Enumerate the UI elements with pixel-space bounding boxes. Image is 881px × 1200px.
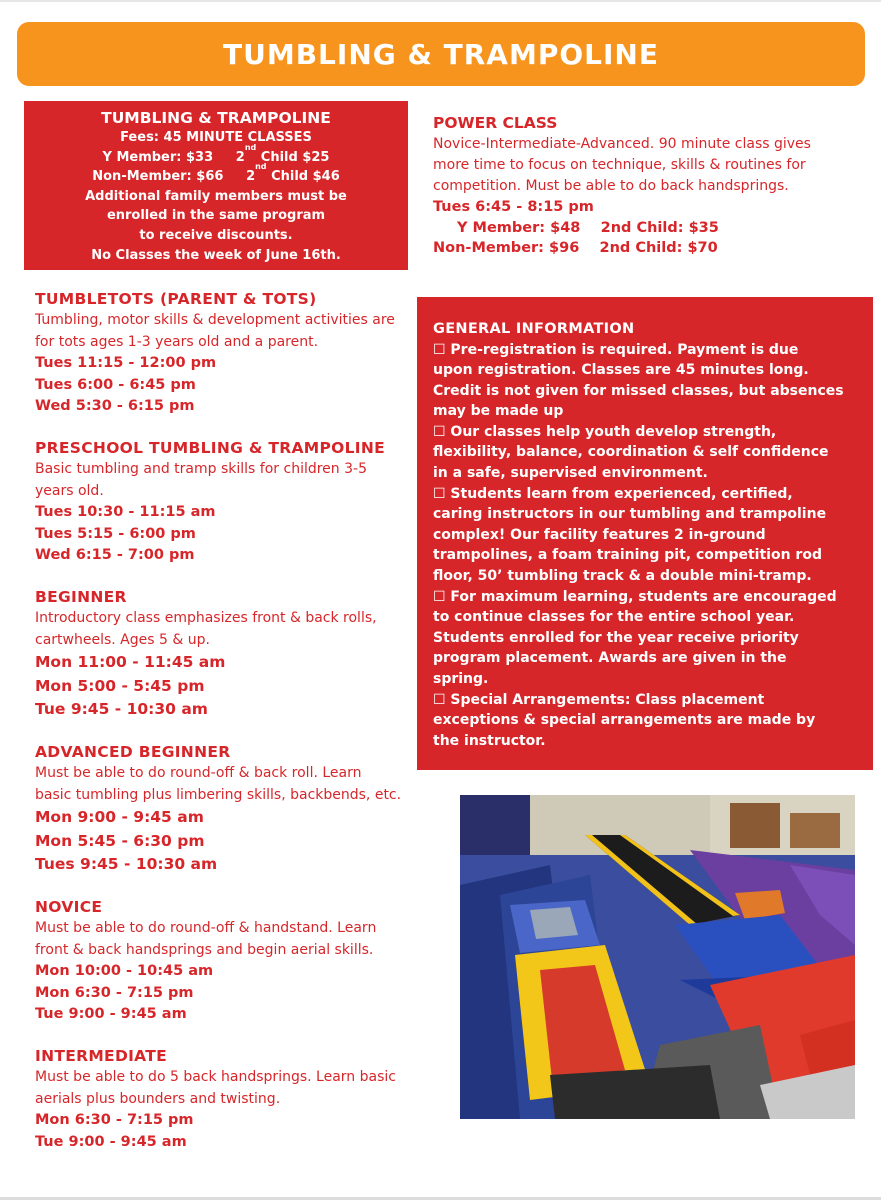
class-time: Tues 5:15 - 6:00 pm: [35, 525, 196, 542]
power-class-time: Tues 6:45 - 8:15 pm: [433, 199, 594, 215]
general-info-line: to continue classes for the entire school year.: [433, 609, 795, 626]
general-info-line: Students enrolled for the year receive priority: [433, 629, 799, 646]
class-desc: Must be able to do round-off & handstand. Learn: [35, 920, 377, 936]
class-time: Mon 10:00 - 10:45 am: [35, 963, 214, 979]
fees-non-member-row: [24, 162, 408, 187]
general-info-line: ☐ Pre-registration is required. Payment is due: [433, 341, 799, 358]
general-info-line: ☐ Special Arrangements: Class placement: [433, 691, 765, 708]
power-class-desc-2: more time to focus on technique, skills & routines for: [433, 157, 806, 173]
class-time: Mon 11:00 - 11:45 am: [35, 653, 226, 671]
class-title: ADVANCED BEGINNER: [35, 743, 231, 761]
class-times: [35, 961, 415, 1026]
fees-box: [24, 101, 408, 270]
class-desc: Introductory class emphasizes front & back rolls,: [35, 610, 377, 626]
top-border: [0, 0, 881, 2]
class-times: [35, 502, 415, 567]
class-desc: aerials plus bounders and twisting.: [35, 1090, 281, 1107]
fees-y-member-row: [24, 142, 408, 168]
power-y-child-price: 2nd Child: $35: [600, 219, 719, 236]
general-info-title: GENERAL INFORMATION: [433, 321, 635, 337]
class-desc: Must be able to do 5 back handsprings. Learn basic: [35, 1069, 396, 1085]
non-member-price: $66: [196, 169, 224, 185]
power-class-section: [433, 112, 863, 259]
general-info-box: [417, 297, 873, 770]
class-time: Mon 6:30 - 7:15 pm: [35, 1112, 194, 1128]
class-time: Tues 11:15 - 12:00 pm: [35, 355, 217, 371]
class-desc: for tots ages 1-3 years old and a parent.: [35, 333, 319, 350]
class-section-advanced-beginner: [35, 742, 415, 877]
class-title: INTERMEDIATE: [35, 1047, 168, 1065]
general-info-line: ☐ Our classes help youth develop strength,: [433, 423, 777, 440]
page-title: TUMBLING & TRAMPOLINE: [223, 37, 659, 71]
y-member-price: $33: [186, 149, 214, 165]
class-title: NOVICE: [35, 898, 103, 916]
class-title: TUMBLETOTS (PARENT & TOTS): [35, 290, 317, 308]
general-info-line: floor, 50’ tumbling track & a double mini-tramp.: [433, 568, 812, 585]
class-section-novice: [35, 897, 415, 1026]
class-times: [35, 806, 415, 877]
power-non-child-price: 2nd Child: $70: [599, 240, 718, 256]
power-class-y-member-row: [433, 218, 863, 239]
class-desc: cartwheels. Ages 5 & up.: [35, 631, 210, 648]
power-class-non-member-row: [433, 238, 863, 259]
general-info-line: program placement. Awards are given in the: [433, 650, 787, 667]
general-info-line: caring instructors in our tumbling and trampoline: [433, 506, 827, 523]
class-desc: Basic tumbling and tramp skills for children 3-5: [35, 461, 367, 477]
y-member-child-price: $25: [302, 149, 330, 165]
class-title: PRESCHOOL TUMBLING & TRAMPOLINE: [35, 439, 386, 457]
fees-note-4: No Classes the week of June 16th.: [91, 247, 341, 263]
fees-note-2: enrolled in the same program: [106, 208, 326, 224]
general-info-line: ☐ Students learn from experienced, certified,: [433, 485, 793, 502]
class-time: Wed 6:15 - 7:00 pm: [35, 547, 195, 563]
fees-note-1: Additional family members must be: [85, 188, 347, 204]
class-title: BEGINNER: [35, 588, 127, 606]
class-time: Mon 9:00 - 9:45 am: [35, 808, 204, 826]
class-time: Tue 9:00 - 9:45 am: [35, 1006, 187, 1022]
second-number: 2: [235, 149, 245, 165]
second-suffix: nd: [244, 142, 257, 152]
class-time: Tues 9:45 - 10:30 am: [35, 855, 218, 873]
page-banner: [17, 22, 865, 86]
class-time: Mon 5:00 - 5:45 pm: [35, 676, 205, 695]
power-class-desc-3: competition. Must be able to do back handsprings.: [433, 178, 789, 194]
class-section-beginner: [35, 587, 415, 722]
class-desc: years old.: [35, 482, 104, 499]
class-time: Mon 5:45 - 6:30 pm: [35, 831, 205, 850]
class-times: [35, 1110, 415, 1153]
general-info-line: flexibility, balance, coordination & self confidence: [433, 444, 829, 461]
general-info-line: may be made up: [433, 403, 564, 420]
class-desc: front & back handsprings and begin aerial skills.: [35, 941, 374, 958]
class-desc: basic tumbling plus limbering skills, backbends, etc.: [35, 786, 402, 803]
general-info-line: spring.: [433, 671, 489, 687]
class-times: [35, 651, 415, 722]
class-time: Tue 9:45 - 10:30 am: [35, 700, 208, 718]
non-member-label: Non-Member:: [92, 169, 192, 185]
general-info-line: upon registration. Classes are 45 minutes long.: [433, 362, 809, 379]
class-times: [35, 353, 415, 418]
power-class-desc-1: Novice-Intermediate-Advanced. 90 minute class gives: [433, 136, 811, 152]
class-time: Tue 9:00 - 9:45 am: [35, 1133, 187, 1150]
general-info-line: trampolines, a foam training pit, competition rod: [433, 547, 822, 564]
class-time: Tues 6:00 - 6:45 pm: [35, 376, 196, 393]
class-desc: Tumbling, motor skills & development activities are: [35, 312, 395, 328]
power-non-member-price: Non-Member: $96: [433, 240, 580, 256]
fees-title: TUMBLING & TRAMPOLINE: [101, 109, 331, 127]
general-info-line: Credit is not given for missed classes, but absences: [433, 382, 844, 399]
class-time: Wed 5:30 - 6:15 pm: [35, 398, 195, 414]
general-info-line: ☐ For maximum learning, students are encouraged: [433, 588, 837, 605]
general-info-line: exceptions & special arrangements are made by: [433, 712, 816, 729]
power-class-title: POWER CLASS: [433, 114, 558, 132]
class-section-intermediate: [35, 1046, 415, 1153]
class-time: Tues 10:30 - 11:15 am: [35, 504, 216, 520]
general-info-line: in a safe, supervised environment.: [433, 465, 708, 482]
second-suffix: nd: [255, 162, 267, 172]
general-info-line: the instructor.: [433, 732, 546, 749]
fees-note-3: to receive discounts.: [139, 227, 293, 243]
child-word: Child: [271, 169, 309, 185]
power-y-member-price: Y Member: $48: [457, 219, 581, 236]
y-member-label: Y Member:: [102, 149, 182, 165]
class-desc: Must be able to do round-off & back roll. Learn: [35, 765, 362, 781]
class-time: Mon 6:30 - 7:15 pm: [35, 984, 194, 1001]
class-section-tumbletots: [35, 289, 415, 418]
non-member-child-price: $46: [312, 169, 340, 185]
gym-photo: [460, 795, 855, 1119]
second-number: 2: [246, 169, 256, 185]
fees-duration: Fees: 45 MINUTE CLASSES: [120, 130, 312, 145]
general-info-line: complex! Our facility features 2 in-ground: [433, 526, 766, 543]
child-word: Child: [260, 149, 298, 165]
class-section-preschool: [35, 438, 415, 567]
